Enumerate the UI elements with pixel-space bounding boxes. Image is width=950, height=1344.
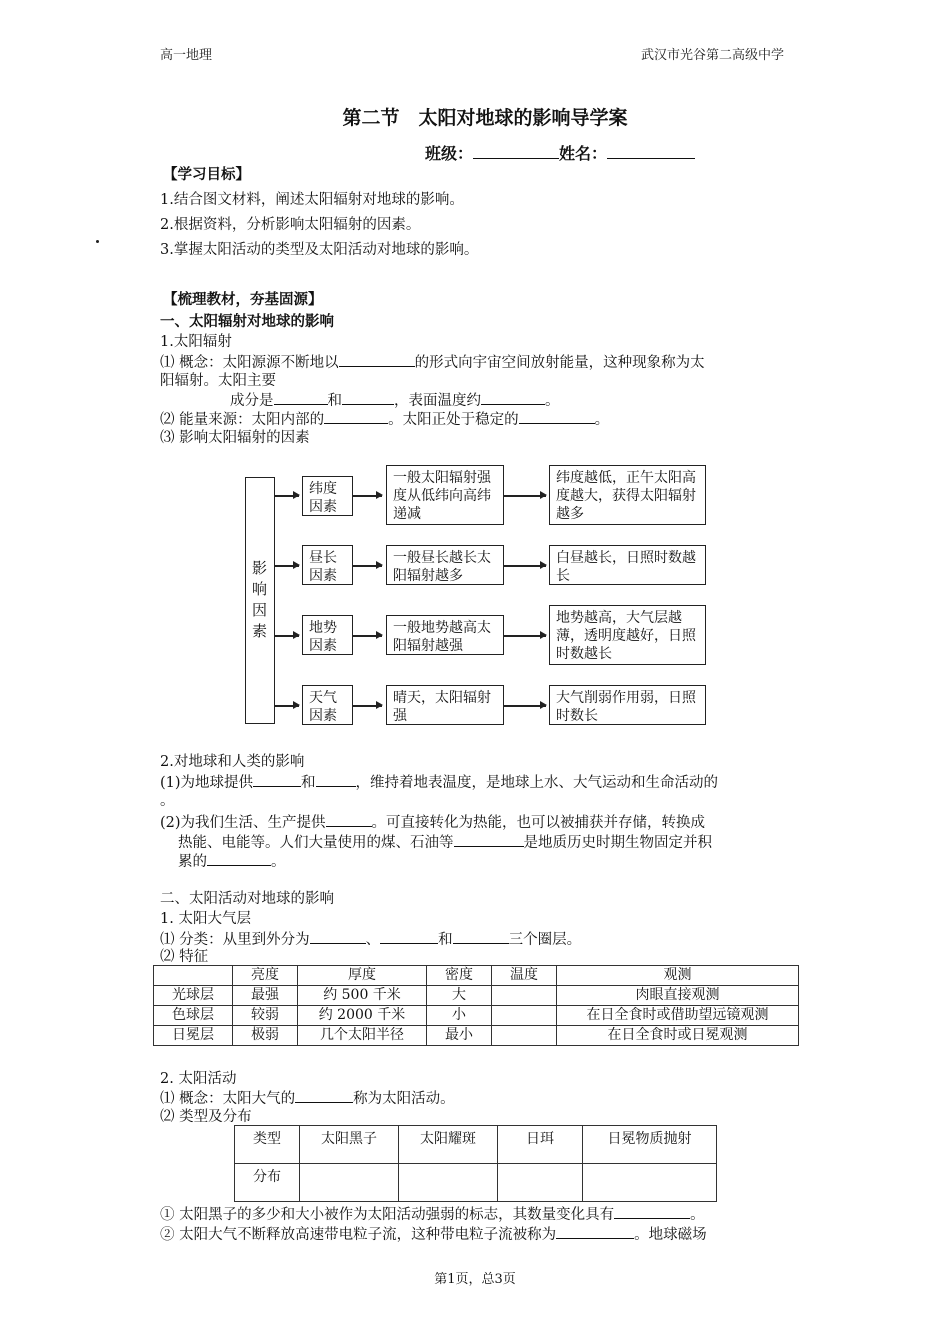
- goals-heading: 【学习目标】: [163, 166, 250, 183]
- note-1-a: ① 太阳黑子的多少和大小被作为太阳活动强弱的标志，其数量变化具有: [160, 1207, 615, 1223]
- class-label: 班级：: [425, 144, 474, 163]
- classify-d: 三个圈层。: [508, 932, 582, 948]
- table-row: [154, 1006, 799, 1026]
- arrow-root-4: [275, 705, 299, 707]
- impact-p2-c: 热能、电能等。人们大量使用的煤、石油等: [178, 835, 454, 851]
- energy-line: [160, 409, 609, 430]
- note-2-a: ② 太阳大气不断释放高速带电粒子流，这种带电粒子流被称为: [160, 1227, 557, 1243]
- table-cell: 观测: [557, 966, 799, 986]
- table-row: [235, 1126, 717, 1164]
- table-cell: 日冕物质抛射: [583, 1126, 717, 1164]
- page-footer: 第1页，总3页: [434, 1272, 516, 1287]
- table-cell: 大: [427, 986, 492, 1006]
- factor-box-3: 地势因素: [302, 615, 353, 655]
- table-cell: 较弱: [233, 1006, 298, 1026]
- table-cell: 亮度: [233, 966, 298, 986]
- table-cell: 太阳耀斑: [399, 1126, 498, 1164]
- result-box-3: 地势越高，大气层越薄，透明度越好，日照时数越长: [549, 605, 706, 665]
- table-row: [154, 986, 799, 1006]
- table-cell[interactable]: [492, 986, 557, 1006]
- impact-p1-end: 。: [160, 793, 175, 809]
- diagram-root-label: 影响因素: [252, 559, 268, 640]
- table-cell: 最小: [427, 1026, 492, 1046]
- comp-text-d: 。: [545, 393, 560, 409]
- table-row: [235, 1164, 717, 1202]
- table-cell: 在日全食时或借助望远镜观测: [557, 1006, 799, 1026]
- arrow-mid-4: [353, 705, 382, 707]
- impact-p2-b: 。可直接转化为热能，也可以被捕获并存储，转换成: [371, 815, 706, 831]
- header-left: 高一地理: [160, 48, 213, 63]
- table-cell: 肉眼直接观测: [557, 986, 799, 1006]
- table-cell: 类型: [235, 1126, 300, 1164]
- arrow-mid-1: [353, 495, 382, 497]
- class-name-line: [425, 141, 695, 164]
- arrow-right-1: [504, 495, 546, 497]
- atmosphere-table: [153, 965, 799, 1046]
- arrow-mid-2: [353, 565, 382, 567]
- blank-temp[interactable]: [481, 390, 545, 405]
- s2-sub1: 1. 太阳大气层: [160, 911, 251, 927]
- blank-form[interactable]: [339, 352, 415, 367]
- goal-item-1: 1.结合图文材料，阐述太阳辐射对地球的影响。: [160, 192, 464, 208]
- blank-layer2[interactable]: [380, 929, 438, 944]
- types-heading: ⑵ 类型及分布: [160, 1109, 252, 1125]
- concept-text-b: 的形式向宇宙空间放射能量，这种现象称为太: [414, 355, 705, 371]
- rule-box-3: 一般地势越高太阳辐射越强: [386, 615, 504, 655]
- table-cell: 日冕层: [154, 1026, 233, 1046]
- comp-text-b: 和: [327, 393, 342, 409]
- table-row: [154, 1026, 799, 1046]
- table-cell: 厚度: [298, 966, 427, 986]
- result-box-2: 白昼越长，日照时数越长: [549, 545, 706, 585]
- review-heading: 【梳理教材，夯基固源】: [163, 291, 323, 308]
- table-cell: 约 500 千米: [298, 986, 427, 1006]
- goal-item-3: 3.掌握太阳活动的类型及太阳活动对地球的影响。: [160, 242, 479, 258]
- blank-solar-wind[interactable]: [556, 1224, 634, 1239]
- table-cell: 在日全食时或日冕观测: [557, 1026, 799, 1046]
- table-cell: 密度: [427, 966, 492, 986]
- composition-line: [230, 390, 560, 411]
- note-2: [160, 1224, 707, 1245]
- concept-line1: [160, 352, 705, 373]
- blank-layer1[interactable]: [310, 929, 366, 944]
- blank-energy-source[interactable]: [326, 812, 372, 827]
- table-cell[interactable]: [300, 1164, 399, 1202]
- arrow-right-3: [504, 635, 546, 637]
- blank-accumulated[interactable]: [207, 851, 271, 866]
- table-cell: 最强: [233, 986, 298, 1006]
- blank-fossil[interactable]: [454, 832, 524, 847]
- diagram-root-box: [245, 477, 275, 724]
- name-label: 姓名：: [559, 144, 608, 163]
- blank-period[interactable]: [614, 1204, 690, 1219]
- table-cell: 分布: [235, 1164, 300, 1202]
- activity-table: [234, 1125, 717, 1202]
- comp-text-c: ，表面温度约: [394, 393, 481, 409]
- energy-text-a: ⑵ 能量来源：太阳内部的: [160, 412, 325, 428]
- s2-sub2: 2. 太阳活动: [160, 1071, 237, 1087]
- blank-activity[interactable]: [295, 1088, 353, 1103]
- classify-b: 、: [365, 932, 381, 948]
- impact-p1-a: (1)为地球提供: [160, 775, 254, 791]
- table-cell: 温度: [492, 966, 557, 986]
- arrow-mid-3: [353, 635, 382, 637]
- note-1-b: 。: [690, 1207, 705, 1223]
- factor-box-4: 天气因素: [302, 685, 353, 725]
- note-2-b: 。地球磁场: [634, 1227, 707, 1243]
- energy-text-c: 。: [594, 412, 610, 428]
- impact-heading: 2.对地球和人类的影响: [160, 754, 305, 770]
- rule-box-1: 一般太阳辐射强度从低纬向高纬递减: [386, 465, 504, 525]
- factor-box-1: 纬度因素: [302, 476, 353, 516]
- table-cell: 光球层: [154, 986, 233, 1006]
- class-blank[interactable]: [473, 144, 559, 159]
- table-cell: 太阳黑子: [300, 1126, 399, 1164]
- impact-p2-e: 累的: [178, 854, 207, 870]
- classify-line: [160, 929, 581, 950]
- table-row: [154, 966, 799, 986]
- energy-text-b: 。太阳正处于稳定的: [388, 412, 519, 428]
- classify-c: 和: [438, 932, 453, 948]
- impact-p2-d: 是地质历史时期生物固定并积: [523, 835, 712, 851]
- s1-sub1: 1.太阳辐射: [160, 334, 232, 350]
- impact-p2-line2: [178, 832, 712, 853]
- table-cell: 色球层: [154, 1006, 233, 1026]
- rule-box-2: 一般昼长越长太阳辐射越多: [386, 545, 504, 585]
- blank-stage[interactable]: [519, 409, 595, 424]
- table-cell: 极弱: [233, 1026, 298, 1046]
- table-cell[interactable]: [492, 1006, 557, 1026]
- arrow-right-2: [504, 565, 546, 567]
- result-box-1: 纬度越低，正午太阳高度越大，获得太阳辐射越多: [549, 465, 706, 525]
- table-cell: 几个太阳半径: [298, 1026, 427, 1046]
- impact-p2-a: (2)为我们生活、生产提供: [160, 815, 326, 831]
- table-cell[interactable]: [492, 1026, 557, 1046]
- arrow-root-2: [275, 565, 299, 567]
- arrow-root-1: [275, 495, 299, 497]
- concept-line2: 阳辐射。太阳主要: [160, 373, 276, 389]
- blank-energy[interactable]: [324, 409, 388, 424]
- concept-text-a: ⑴ 概念：太阳源源不断地以: [160, 355, 339, 371]
- blank-provide1[interactable]: [253, 772, 301, 787]
- rule-box-4: 晴天，太阳辐射强: [386, 685, 504, 725]
- impact-p1-b: 和: [301, 775, 316, 791]
- page-title: 第二节 太阳对地球的影响导学案: [342, 107, 628, 129]
- note-1: [160, 1204, 705, 1225]
- impact-p1: [160, 772, 718, 793]
- activity-concept-b: 称为太阳活动。: [353, 1091, 455, 1107]
- blank-comp1[interactable]: [274, 390, 328, 405]
- goal-item-2: 2.根据资料，分析影响太阳辐射的因素。: [160, 217, 421, 233]
- arrow-right-4: [504, 705, 546, 707]
- factor-box-2: 昼长因素: [302, 545, 353, 585]
- impact-p2: [160, 812, 705, 833]
- activity-concept: [160, 1088, 455, 1109]
- table-cell[interactable]: [399, 1164, 498, 1202]
- result-box-4: 大气削弱作用弱，日照时数长: [549, 685, 706, 725]
- header-right: 武汉市光谷第二高级中学: [640, 48, 784, 63]
- factors-heading: ⑶ 影响太阳辐射的因素: [160, 430, 310, 446]
- section1-heading: 一、太阳辐射对地球的影响: [160, 313, 334, 330]
- name-blank[interactable]: [607, 144, 695, 159]
- blank-provide2[interactable]: [316, 772, 356, 787]
- table-cell: 约 2000 千米: [298, 1006, 427, 1026]
- section2-heading: 二、太阳活动对地球的影响: [160, 891, 334, 907]
- table-cell[interactable]: [583, 1164, 717, 1202]
- impact-p2-line3: [178, 851, 286, 872]
- stray-dot: [96, 240, 99, 243]
- table-cell: 小: [427, 1006, 492, 1026]
- table-cell[interactable]: [498, 1164, 583, 1202]
- classify-a: ⑴ 分类：从里到外分为: [160, 932, 310, 948]
- activity-concept-a: ⑴ 概念：太阳大气的: [160, 1091, 296, 1107]
- blank-layer3[interactable]: [453, 929, 509, 944]
- impact-p2-f: 。: [271, 854, 286, 870]
- blank-comp2[interactable]: [342, 390, 394, 405]
- table-cell: 日珥: [498, 1126, 583, 1164]
- impact-p1-c: ，维持着地表温度，是地球上水、大气运动和生命活动的: [355, 775, 719, 791]
- table-cell: [154, 966, 233, 986]
- arrow-root-3: [275, 635, 299, 637]
- comp-text-a: 成分是: [230, 393, 274, 409]
- features-heading: ⑵ 特征: [160, 949, 209, 965]
